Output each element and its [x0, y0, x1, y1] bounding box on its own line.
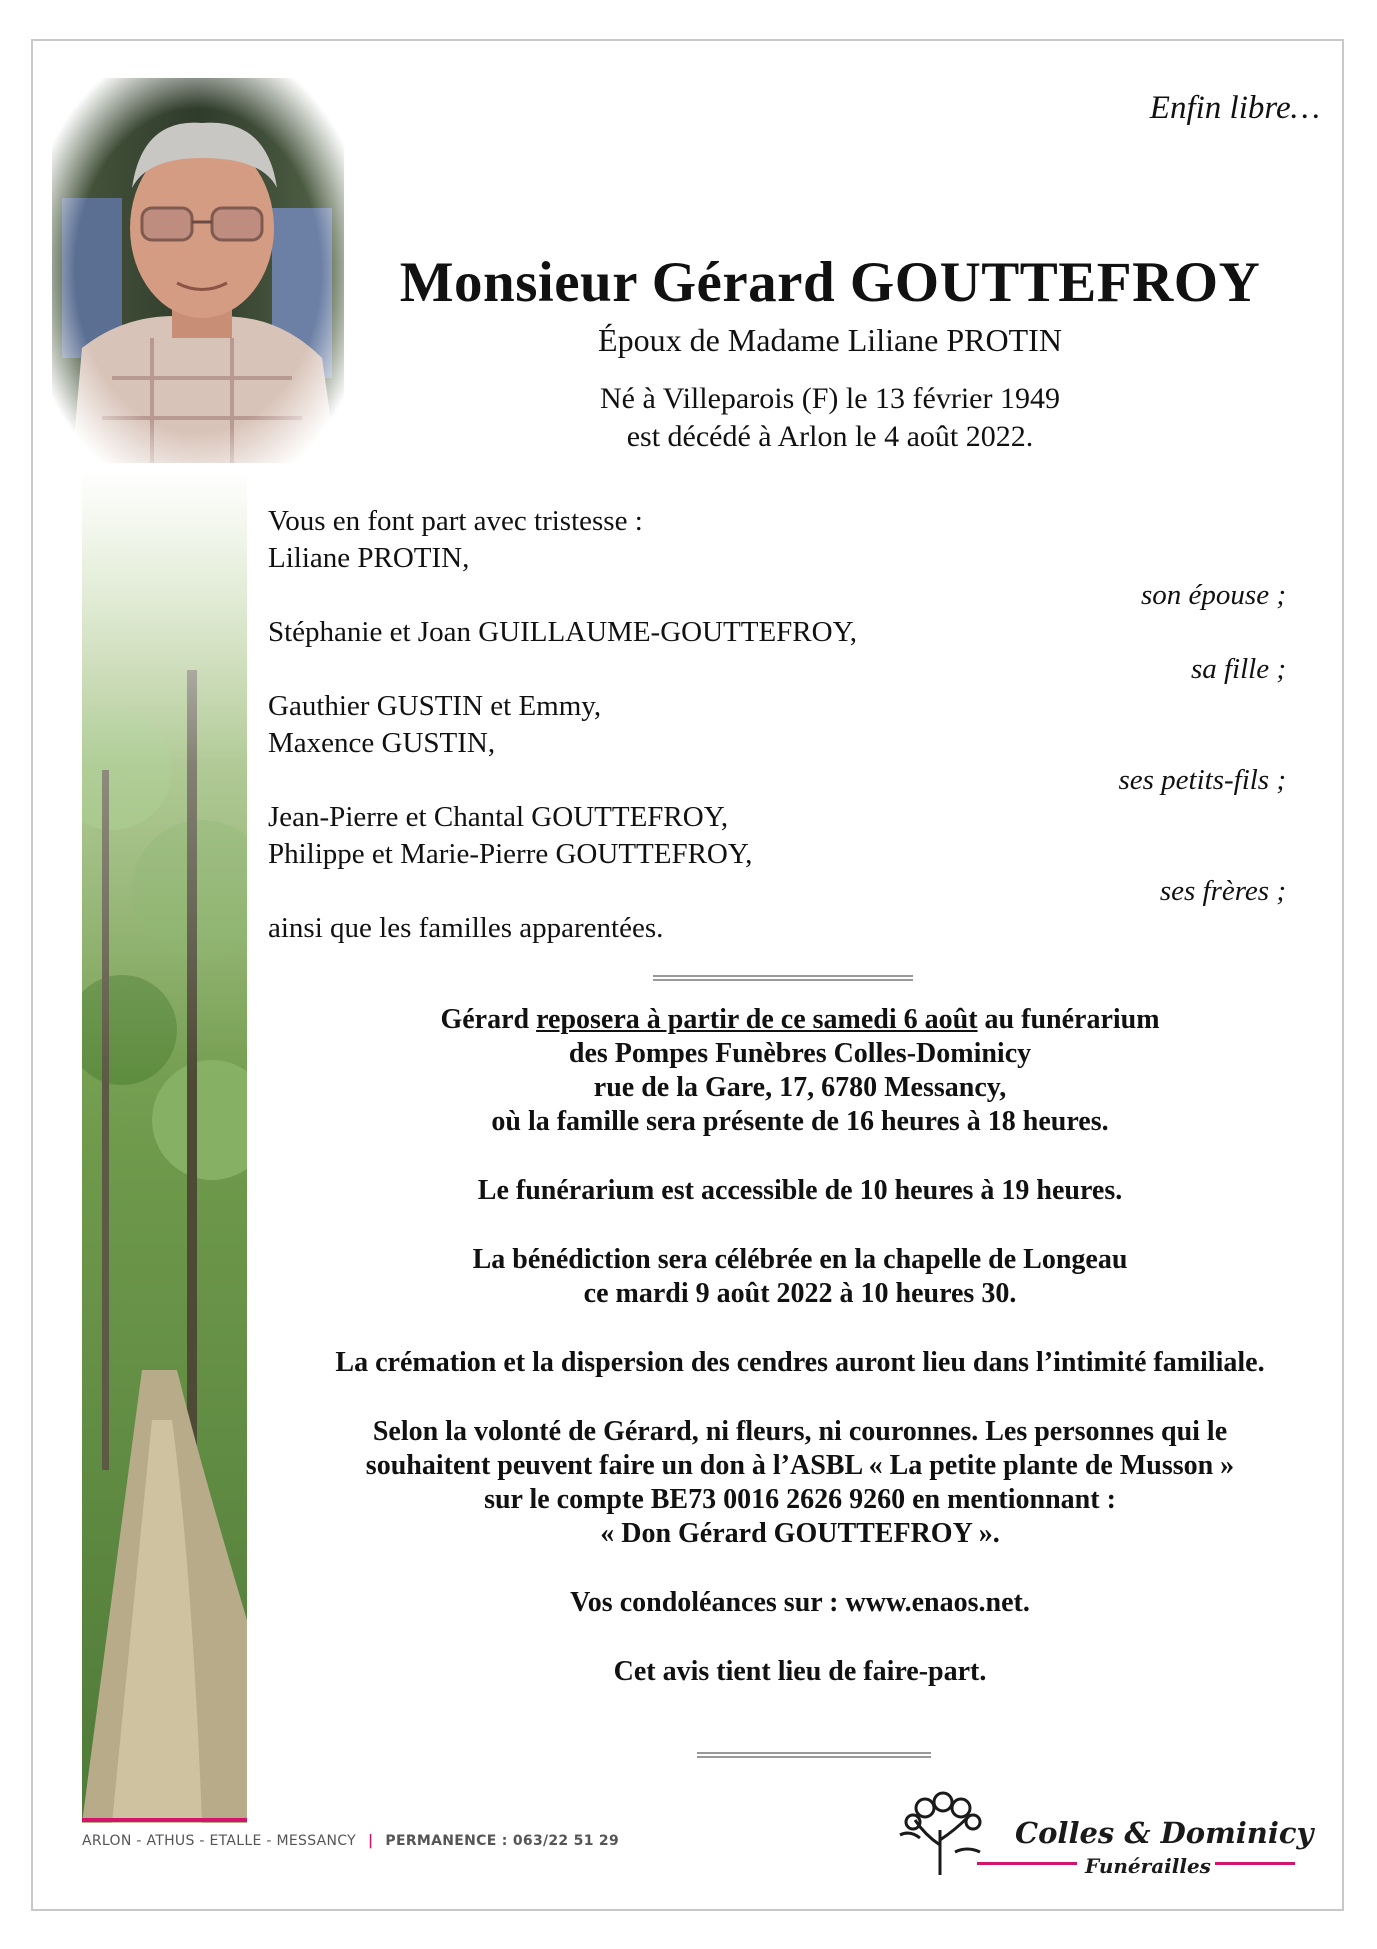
notice-visitation	[260, 1003, 1340, 1139]
notice-text: « Don Gérard GOUTTEFROY ».	[600, 1518, 1000, 1549]
family-relation: sa fille ;	[1190, 653, 1286, 685]
life-dates	[400, 380, 1260, 456]
notice-closing: Cet avis tient lieu de faire-part.	[613, 1656, 987, 1687]
notice-condolences: Vos condoléances sur : www.enaos.net.	[570, 1587, 1030, 1618]
logo-subtitle: Funérailles	[1085, 1854, 1211, 1878]
spouse-line: Époux de Madame Liliane PROTIN	[598, 322, 1062, 358]
family-name: Jean-Pierre et Chantal GOUTTEFROY,	[268, 801, 729, 833]
forest-path-image	[82, 470, 247, 1823]
footer-permanence: PERMANENCE : 063/22 51 29	[385, 1833, 619, 1849]
notice-text: La bénédiction sera célébrée en la chapelle de Longeau	[472, 1244, 1128, 1275]
logo-line	[1215, 1862, 1295, 1865]
company-logo	[885, 1790, 1314, 1880]
divider-top	[653, 975, 913, 981]
family-name: Stéphanie et Joan GUILLAUME-GOUTTEFROY,	[268, 616, 858, 648]
funeral-notice	[260, 1003, 1340, 1724]
notice-text: Selon la volonté de Gérard, ni fleurs, ni couronnes. Les personnes qui le	[372, 1416, 1228, 1447]
birth-line: Né à Villeparois (F) le 13 février 1949	[599, 382, 1060, 415]
family-name: Liliane PROTIN,	[268, 542, 470, 574]
notice-text: où la famille sera présente de 16 heures à 18 heures.	[491, 1106, 1109, 1137]
notice-text: au funérarium	[977, 1004, 1160, 1035]
epigraph: Enfin libre…	[1149, 90, 1320, 126]
notice-text: des Pompes Funèbres Colles-Dominicy	[568, 1038, 1032, 1069]
notice-text: rue de la Gare, 17, 6780 Messancy,	[593, 1072, 1007, 1103]
family-closing: ainsi que les familles apparentées.	[268, 912, 664, 944]
family-name: Maxence GUSTIN,	[268, 727, 496, 759]
notice-cremation: La crémation et la dispersion des cendres auront lieu dans l’intimité familiale.	[335, 1347, 1265, 1378]
notice-text: Gérard	[440, 1004, 537, 1035]
family-intro: Vous en font part avec tristesse :	[268, 505, 643, 537]
family-name: Gauthier GUSTIN et Emmy,	[268, 690, 602, 722]
footer-locations: ARLON - ATHUS - ETALLE - MESSANCY	[82, 1833, 356, 1849]
notice-donation	[260, 1415, 1340, 1551]
divider-bottom	[697, 1752, 931, 1758]
notice-text: souhaitent peuvent faire un don à l’ASBL « La petite plante de Musson »	[365, 1450, 1235, 1481]
accent-bar	[82, 1818, 247, 1822]
notice-underlined-text: reposera à partir de ce samedi 6 août	[536, 1004, 978, 1035]
logo-brand: Colles & Dominicy	[1015, 1816, 1314, 1850]
logo-line	[977, 1862, 1077, 1865]
footer-separator: |	[367, 1833, 374, 1849]
notice-hours: Le funérarium est accessible de 10 heures à 19 heures.	[477, 1175, 1123, 1206]
family-list	[268, 503, 1288, 947]
portrait-photo	[52, 78, 344, 463]
death-line: est décédé à Arlon le 4 août 2022.	[626, 420, 1034, 453]
deceased-name: Monsieur Gérard GOUTTEFROY	[399, 251, 1261, 314]
notice-text: ce mardi 9 août 2022 à 10 heures 30.	[583, 1278, 1017, 1309]
family-relation: ses petits-fils ;	[1118, 764, 1286, 796]
tree-icon	[885, 1790, 995, 1880]
family-relation: son épouse ;	[1141, 579, 1286, 611]
notice-text: sur le compte BE73 0016 2626 9260 en mentionnant :	[484, 1484, 1116, 1515]
family-relation: ses frères ;	[1159, 875, 1286, 907]
footer-contact	[82, 1833, 619, 1849]
family-name: Philippe et Marie-Pierre GOUTTEFROY,	[268, 838, 753, 870]
notice-blessing	[260, 1243, 1340, 1311]
